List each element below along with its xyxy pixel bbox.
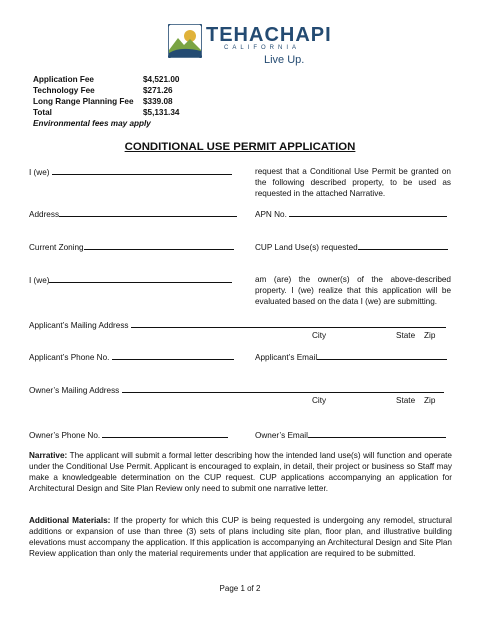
city-caption: City <box>312 396 327 405</box>
fee-note: Environmental fees may apply <box>33 119 151 128</box>
field-label: Applicant’s Mailing Address <box>29 321 129 330</box>
fee-label: Total <box>33 108 52 117</box>
fee-value: $271.26 <box>143 86 173 95</box>
input-line[interactable] <box>84 241 234 250</box>
field-label: Owner’s Phone No. <box>29 431 101 440</box>
field-label: Current Zoning <box>29 243 84 252</box>
additional-materials-text: If the property for which this CUP is being requested is undergoing any remodel, structural additions or expansion of use than three (3) sets of plans including site plan, floor plan, and illustrative building elevations must accompany the application. If this application is accompanying an Architectural Design and Site Plan Review application than only the material requirements under that application are required to be submitted. <box>29 516 452 558</box>
applicant-phone-field[interactable] <box>29 351 234 363</box>
owner-name-field[interactable] <box>29 274 232 286</box>
field-label: Address <box>29 210 60 219</box>
tehachapi-logo <box>168 20 332 66</box>
narrative-text: The applicant will submit a formal letter describing how the intended land use(s) will function and operate under the Conditional Use Permit. Applicant is encouraged to explain, in detail, their project or business so Staff may make a knowledgeable determination on the CUP request. CUP applications accompanying an application for Architectural Design and Site Plan Review only need to submit one narrative letter. <box>29 451 452 493</box>
field-label: I (we) <box>29 276 50 285</box>
applicant-mailing-address-field[interactable] <box>29 319 446 331</box>
narrative-section <box>29 450 452 494</box>
input-line[interactable] <box>59 208 237 217</box>
logo-wordmark: TEHACHAPI <box>206 24 332 46</box>
logo-subtitle: CALIFORNIA <box>224 45 301 51</box>
fee-label: Application Fee <box>33 75 94 84</box>
input-line[interactable] <box>289 208 447 217</box>
owner-email-field[interactable] <box>255 429 446 441</box>
fee-row <box>33 85 233 96</box>
page-title: CONDITIONAL USE PERMIT APPLICATION <box>124 141 356 153</box>
field-label: CUP Land Use(s) requested <box>255 243 358 252</box>
page-number: Page 1 of 2 <box>219 584 261 593</box>
mountain-logo-icon <box>168 24 202 58</box>
applicant-name-field[interactable] <box>29 166 239 178</box>
input-line[interactable] <box>358 241 448 250</box>
field-label: Owner’s Mailing Address <box>29 386 120 395</box>
field-label: Applicant’s Email <box>255 353 318 362</box>
fee-row <box>33 74 233 85</box>
input-line[interactable] <box>49 274 232 283</box>
applicant-email-field[interactable] <box>255 351 447 363</box>
logo-tagline: Live Up. <box>264 54 305 66</box>
input-line[interactable] <box>52 166 232 175</box>
input-line[interactable] <box>308 429 446 438</box>
field-label: Applicant’s Phone No. <box>29 353 110 362</box>
state-caption: State <box>396 331 416 340</box>
cup-land-use-field[interactable] <box>255 241 448 253</box>
zip-caption: Zip <box>424 331 436 340</box>
fee-value: $339.08 <box>143 97 173 106</box>
fee-value: $5,131.34 <box>143 108 180 117</box>
state-caption: State <box>396 396 416 405</box>
owner-statement: am (are) the owner(s) of the above-described property. I (we) realize that this application will be evaluated based on the data I (we) are submitting. <box>255 275 451 306</box>
input-line[interactable] <box>122 384 444 393</box>
fee-value: $4,521.00 <box>143 75 180 84</box>
field-label: I (we) <box>29 168 50 177</box>
input-line[interactable] <box>131 319 446 328</box>
additional-materials-section <box>29 515 452 559</box>
request-statement: request that a Conditional Use Permit be granted on the following described property, to be used as requested in the attached Narrative. <box>255 167 451 198</box>
address-field[interactable] <box>29 208 237 220</box>
narrative-label: Narrative: <box>29 451 68 460</box>
current-zoning-field[interactable] <box>29 241 234 253</box>
input-line[interactable] <box>112 351 234 360</box>
field-label: Owner’s Email <box>255 431 308 440</box>
input-line[interactable] <box>102 429 228 438</box>
zip-caption: Zip <box>424 396 436 405</box>
owner-mailing-address-field[interactable] <box>29 384 444 396</box>
fee-label: Technology Fee <box>33 86 95 95</box>
fee-row <box>33 107 233 118</box>
input-line[interactable] <box>317 351 447 360</box>
owner-phone-field[interactable] <box>29 429 228 441</box>
additional-materials-label: Additional Materials: <box>29 516 111 525</box>
field-label: APN No. <box>255 210 287 219</box>
fee-label: Long Range Planning Fee <box>33 97 134 106</box>
apn-field[interactable] <box>255 208 447 220</box>
fee-row <box>33 96 233 107</box>
city-caption: City <box>312 331 327 340</box>
